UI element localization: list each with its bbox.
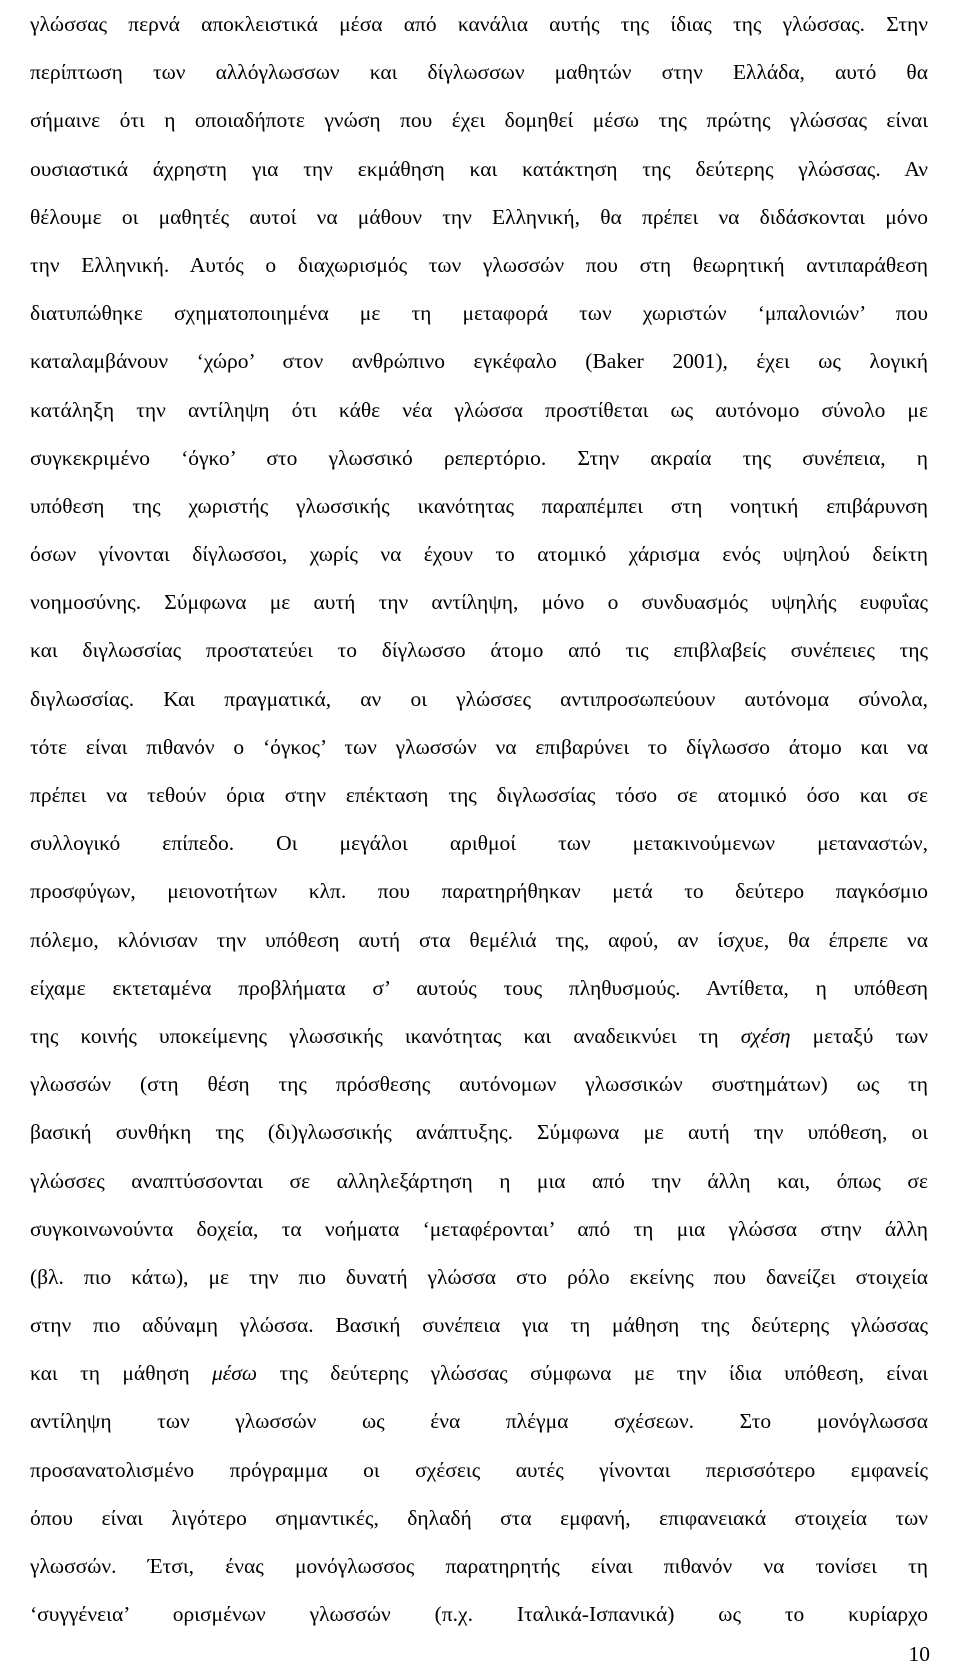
text-line: και διγλωσσίας προστατεύει το δίγλωσσο άτομο από τις επιβλαβείς συνέπειες της (30, 638, 928, 663)
document-page (30, 0, 928, 1638)
text-line: θέλουμε οι μαθητές αυτοί να μάθουν την Ελληνική, θα πρέπει να διδάσκονται μόνο (30, 204, 928, 229)
text-line: την Ελληνική. Αυτός ο διαχωρισμός των γλωσσών που στη θεωρητική αντιπαράθεση (30, 252, 928, 277)
text-line: ‘συγγένεια’ ορισμένων γλωσσών (π.χ. Ιταλικά-Ισπανικά) ως το κυρίαρχο (30, 1602, 928, 1627)
text-line: είχαμε εκτεταμένα προβλήματα σ’ αυτούς τους πληθυσμούς. Αντίθετα, η υπόθεση (30, 975, 928, 1000)
page-number: 10 (908, 1642, 930, 1666)
text-segment: και τη μάθηση (30, 1361, 212, 1386)
text-line: κατάληξη την αντίληψη ότι κάθε νέα γλώσσα προστίθεται ως αυτόνομο σύνολο με (30, 397, 928, 422)
text-line: διατυπώθηκε σχηματοποιημένα με τη μεταφορά των χωριστών ‘μπαλονιών’ που (30, 301, 928, 326)
body-text (30, 0, 928, 1638)
text-line: νοημοσύνης. Σύμφωνα με αυτή την αντίληψη, μόνο ο συνδυασμός υψηλής ευφυΐας (30, 590, 928, 615)
text-line: συγκοινωνούντα δοχεία, τα νοήματα ‘μεταφέρονται’ από τη μια γλώσσα στην άλλη (30, 1216, 928, 1241)
text-line: καταλαμβάνουν ‘χώρο’ στον ανθρώπινο εγκέφαλο (Baker 2001), έχει ως λογική (30, 349, 928, 374)
text-line: προσφύγων, μειονοτήτων κλπ. που παρατηρήθηκαν μετά το δεύτερο παγκόσμιο (30, 879, 928, 904)
text-line: συγκεκριμένο ‘όγκο’ στο γλωσσικό ρεπερτόριο. Στην ακραία της συνέπεια, η (30, 445, 928, 470)
text-line: (βλ. πιο κάτω), με την πιο δυνατή γλώσσα στο ρόλο εκείνης που δανείζει στοιχεία (30, 1264, 928, 1289)
text-line: γλωσσών (στη θέση της πρόσθεσης αυτόνομων γλωσσικών συστημάτων) ως τη (30, 1072, 928, 1097)
text-line: τότε είναι πιθανόν ο ‘όγκος’ των γλωσσών να επιβαρύνει το δίγλωσσο άτομο και να (30, 734, 928, 759)
text-segment: της κοινής υποκείμενης γλωσσικής ικανότητας και αναδεικνύει τη (30, 1023, 741, 1048)
text-line: περίπτωση των αλλόγλωσσων και δίγλωσσων μαθητών στην Ελλάδα, αυτό θα (30, 60, 928, 85)
text-line: πόλεμο, κλόνισαν την υπόθεση αυτή στα θεμέλιά της, αφού, αν ίσχυε, θα έπρεπε να (30, 927, 928, 952)
text-line: γλώσσες αναπτύσσονται σε αλληλεξάρτηση η μια από την άλλη και, όπως σε (30, 1168, 928, 1193)
text-line (30, 1012, 928, 1060)
italic-word: σχέση (740, 1023, 791, 1048)
text-line: προσανατολισμένο πρόγραμμα οι σχέσεις αυτές γίνονται περισσότερο εμφανείς (30, 1457, 928, 1482)
italic-word: μέσω (212, 1361, 258, 1386)
text-line: συλλογικό επίπεδο. Οι μεγάλοι αριθμοί των μετακινούμενων μεταναστών, (30, 831, 928, 856)
text-line: γλώσσας περνά αποκλειστικά μέσα από κανάλια αυτής της ίδιας της γλώσσας. Στην (30, 12, 928, 36)
text-line: διγλωσσίας. Και πραγματικά, αν οι γλώσσες αντιπροσωπεύουν αυτόνομα σύνολα, (30, 686, 928, 711)
text-line: ουσιαστικά άχρηστη για την εκμάθηση και κατάκτηση της δεύτερης γλώσσας. Αν (30, 156, 928, 181)
text-line: αντίληψη των γλωσσών ως ένα πλέγμα σχέσεων. Στο μονόγλωσσα (30, 1409, 928, 1434)
text-line: υπόθεση της χωριστής γλωσσικής ικανότητας παραπέμπει στη νοητική επιβάρυνση (30, 493, 928, 518)
text-line: στην πιο αδύναμη γλώσσα. Βασική συνέπεια για τη μάθηση της δεύτερης γλώσσας (30, 1313, 928, 1338)
text-line: βασική συνθήκη της (δι)γλωσσικής ανάπτυξης. Σύμφωνα με αυτή την υπόθεση, οι (30, 1120, 928, 1145)
text-segment: της δεύτερης γλώσσας σύμφωνα με την ίδια υπόθεση, είναι (257, 1361, 928, 1386)
text-line: σήμαινε ότι η οποιαδήποτε γνώση που έχει δομηθεί μέσω της πρώτης γλώσσας είναι (30, 108, 928, 133)
text-line: πρέπει να τεθούν όρια στην επέκταση της διγλωσσίας τόσο σε ατομικό όσο και σε (30, 783, 928, 807)
text-line: γλωσσών. Έτσι, ένας μονόγλωσσος παρατηρητής είναι πιθανόν να τονίσει τη (30, 1554, 928, 1578)
text-line: όσων γίνονται δίγλωσσοι, χωρίς να έχουν το ατομικό χάρισμα ενός υψηλού δείκτη (30, 542, 928, 567)
text-line (30, 1349, 928, 1397)
text-line: όπου είναι λιγότερο σημαντικές, δηλαδή στα εμφανή, επιφανειακά στοιχεία των (30, 1505, 928, 1530)
text-segment: μεταξύ των (790, 1023, 928, 1048)
